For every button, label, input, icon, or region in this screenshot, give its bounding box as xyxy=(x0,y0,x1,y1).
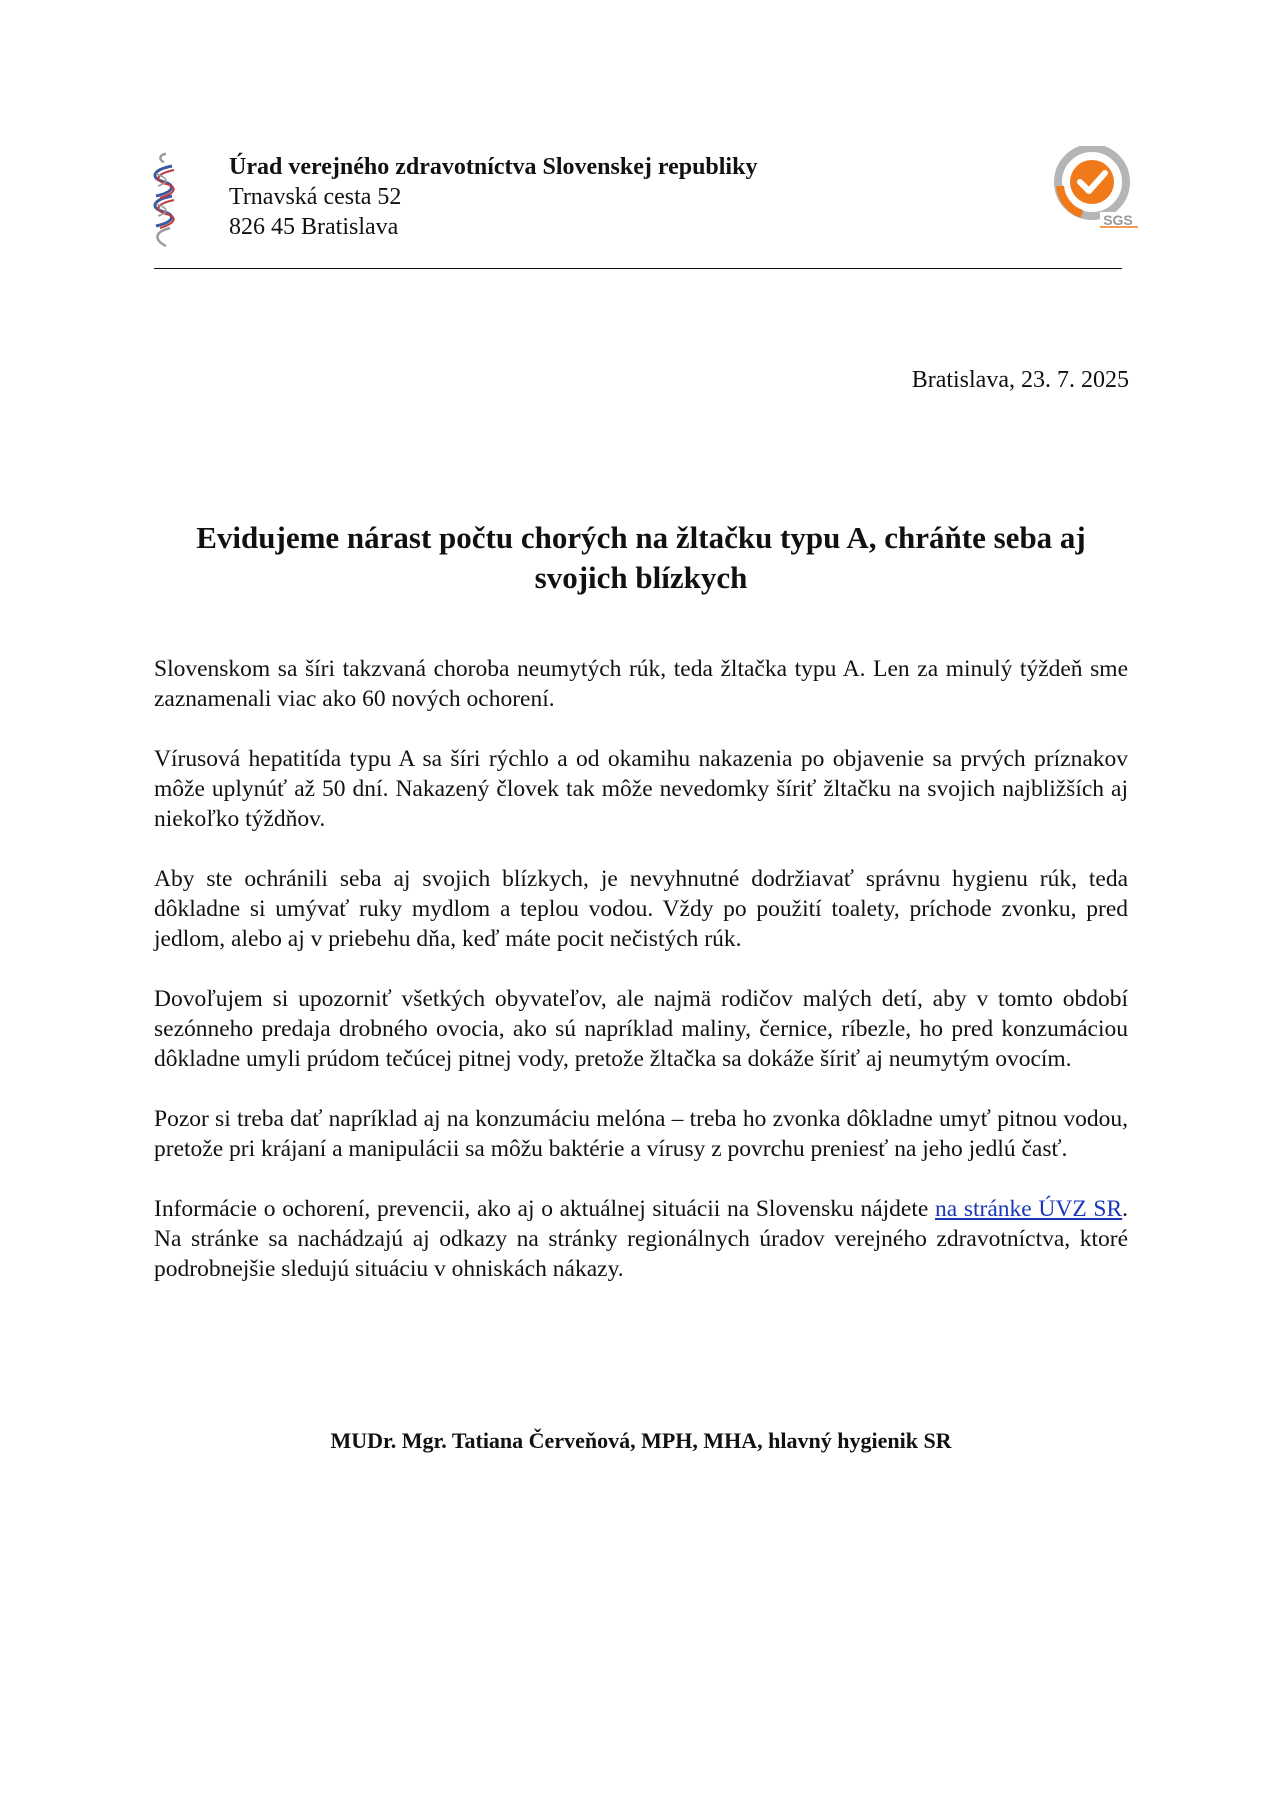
organization-address xyxy=(229,152,757,242)
paragraph-1: Slovenskom sa šíri takzvaná choroba neumytých rúk, teda žltačka typu A. Len za minulý týždeň sme zaznamenali viac ako 60 nových ochorení. xyxy=(154,656,1128,712)
paragraph-3: Aby ste ochránili seba aj svojich blízkych, je nevyhnutné dodržiavať správnu hygienu rúk, teda dôkladne si umývať ruky mydlom a teplou vodou. Vždy po použití toalety, príchode zvonku, pred jedlom, alebo aj v priebehu dňa, keď máte pocit nečistých rúk. xyxy=(154,866,1128,952)
sgs-certification-icon xyxy=(1052,146,1138,228)
paragraph-6 xyxy=(154,1194,1128,1284)
signature: MUDr. Mgr. Tatiana Červeňová, MPH, MHA, hlavný hygienik SR xyxy=(330,1428,952,1453)
caduceus-icon xyxy=(146,152,180,248)
organization-name: Úrad verejného zdravotníctva Slovenskej republiky xyxy=(229,154,758,180)
headline: Evidujeme nárast počtu chorých na žltačku typu A, chráňte seba aj svojich blízkych xyxy=(196,520,1086,595)
sgs-label: SGS xyxy=(1103,212,1133,228)
header-divider xyxy=(154,268,1122,269)
organization-street: Trnavská cesta 52 xyxy=(229,184,402,210)
paragraph-2: Vírusová hepatitída typu A sa šíri rýchlo a od okamihu nakazenia po objavenie sa prvých príznakov môže uplynúť až 50 dní. Nakazený človek tak môže nevedomky šíriť žltačku na svojich najbližších aj niekoľko týždňov. xyxy=(154,746,1128,832)
paragraph-6-after: . Na stránke sa nachádzajú aj odkazy na stránky regionálnych úradov verejného zdravotníctva, ktoré podrobnejšie sledujú situáciu v ohniskách nákazy. xyxy=(154,1196,1129,1282)
paragraph-5: Pozor si treba dať napríklad aj na konzumáciu melóna – treba ho zvonka dôkladne umyť pitnou vodou, pretože pri krájaní a manipulácii sa môžu baktérie a vírusy z povrchu preniesť na jeho jedlú časť. xyxy=(154,1106,1128,1162)
organization-city: 826 45 Bratislava xyxy=(229,214,399,240)
paragraph-6-before: Informácie o ochorení, prevencii, ako aj o aktuálnej situácii na Slovensku nájdete xyxy=(154,1196,935,1222)
article-body xyxy=(154,654,1128,1314)
paragraph-4: Dovoľujem si upozorniť všetkých obyvateľov, ale najmä rodičov malých detí, aby v tomto období sezónneho predaja drobného ovocia, ako sú napríklad maliny, černice, ríbezle, ho pred konzumáciou dôkladne umyli prúdom tečúcej pitnej vody, pretože žltačka sa dokáže šíriť aj neumytým ovocím. xyxy=(154,986,1128,1072)
uvz-website-link[interactable]: na stránke ÚVZ SR xyxy=(935,1196,1123,1222)
document-date: Bratislava, 23. 7. 2025 xyxy=(911,367,1129,393)
